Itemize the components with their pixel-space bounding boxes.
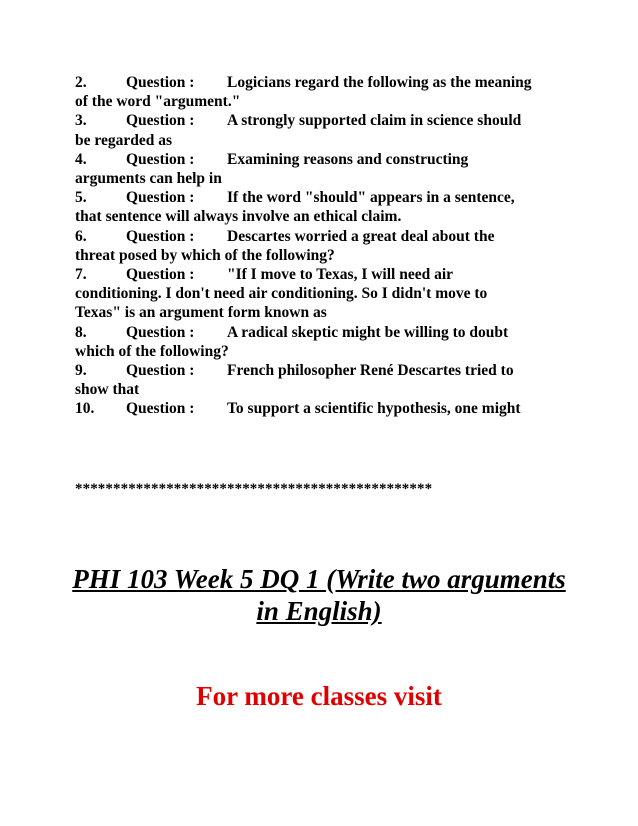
question-text-first-line: French philosopher René Descartes tried to bbox=[227, 362, 514, 380]
question-item bbox=[75, 399, 565, 418]
question-text-continuation: arguments can help in bbox=[75, 170, 222, 188]
question-text-first-line: "If I move to Texas, I will need air bbox=[227, 266, 454, 284]
question-label: Question : bbox=[126, 112, 195, 130]
question-text-continuation: that sentence will always involve an ethical claim. bbox=[75, 208, 402, 226]
question-text-first-line: To support a scientific hypothesis, one might bbox=[227, 400, 521, 418]
question-label: Question : bbox=[126, 362, 195, 380]
question-label: Question : bbox=[126, 150, 195, 168]
question-label: Question : bbox=[126, 227, 195, 245]
question-number: 2. bbox=[75, 74, 87, 91]
question-number: 9. bbox=[75, 362, 87, 380]
question-label: Question : bbox=[126, 74, 195, 91]
question-text-continuation: which of the following? bbox=[75, 342, 229, 360]
question-text-continuation: threat posed by which of the following? bbox=[75, 246, 335, 264]
question-text-continuation: be regarded as bbox=[75, 131, 173, 149]
question-item bbox=[75, 150, 565, 188]
question-item bbox=[75, 265, 565, 323]
question-number: 5. bbox=[75, 189, 87, 207]
question-text-first-line: Logicians regard the following as the meaning bbox=[227, 74, 532, 91]
question-text-first-line: If the word "should" appears in a sentence, bbox=[227, 189, 515, 207]
asterisk-separator: *********************************************** bbox=[75, 481, 433, 497]
question-number: 8. bbox=[75, 323, 87, 341]
question-number: 4. bbox=[75, 150, 87, 168]
question-text-continuation: conditioning. I don't need air conditioning. So I didn't move to Texas" is an argument form known as bbox=[75, 285, 488, 322]
question-item bbox=[75, 73, 565, 111]
question-label: Question : bbox=[126, 400, 195, 418]
question-text-continuation: of the word "argument." bbox=[75, 93, 241, 111]
course-heading-link[interactable]: PHI 103 Week 5 DQ 1 (Write two arguments in English) bbox=[72, 564, 566, 626]
question-item bbox=[75, 227, 565, 265]
question-number: 10. bbox=[75, 400, 95, 418]
question-label: Question : bbox=[126, 266, 195, 284]
question-label: Question : bbox=[126, 189, 195, 207]
visit-text: For more classes visit bbox=[196, 681, 442, 711]
question-number: 6. bbox=[75, 227, 87, 245]
question-text-first-line: A strongly supported claim in science should bbox=[227, 112, 522, 130]
question-text-first-line: A radical skeptic might be willing to doubt bbox=[227, 323, 509, 341]
question-text-continuation: show that bbox=[75, 381, 140, 399]
question-item bbox=[75, 323, 565, 361]
question-text-first-line: Descartes worried a great deal about the bbox=[227, 227, 495, 245]
question-number: 3. bbox=[75, 112, 87, 130]
question-text-first-line: Examining reasons and constructing bbox=[227, 150, 469, 168]
question-item bbox=[75, 188, 565, 226]
question-item bbox=[75, 111, 565, 149]
question-label: Question : bbox=[126, 323, 195, 341]
question-item bbox=[75, 361, 565, 399]
question-list bbox=[75, 73, 565, 419]
question-number: 7. bbox=[75, 266, 87, 284]
